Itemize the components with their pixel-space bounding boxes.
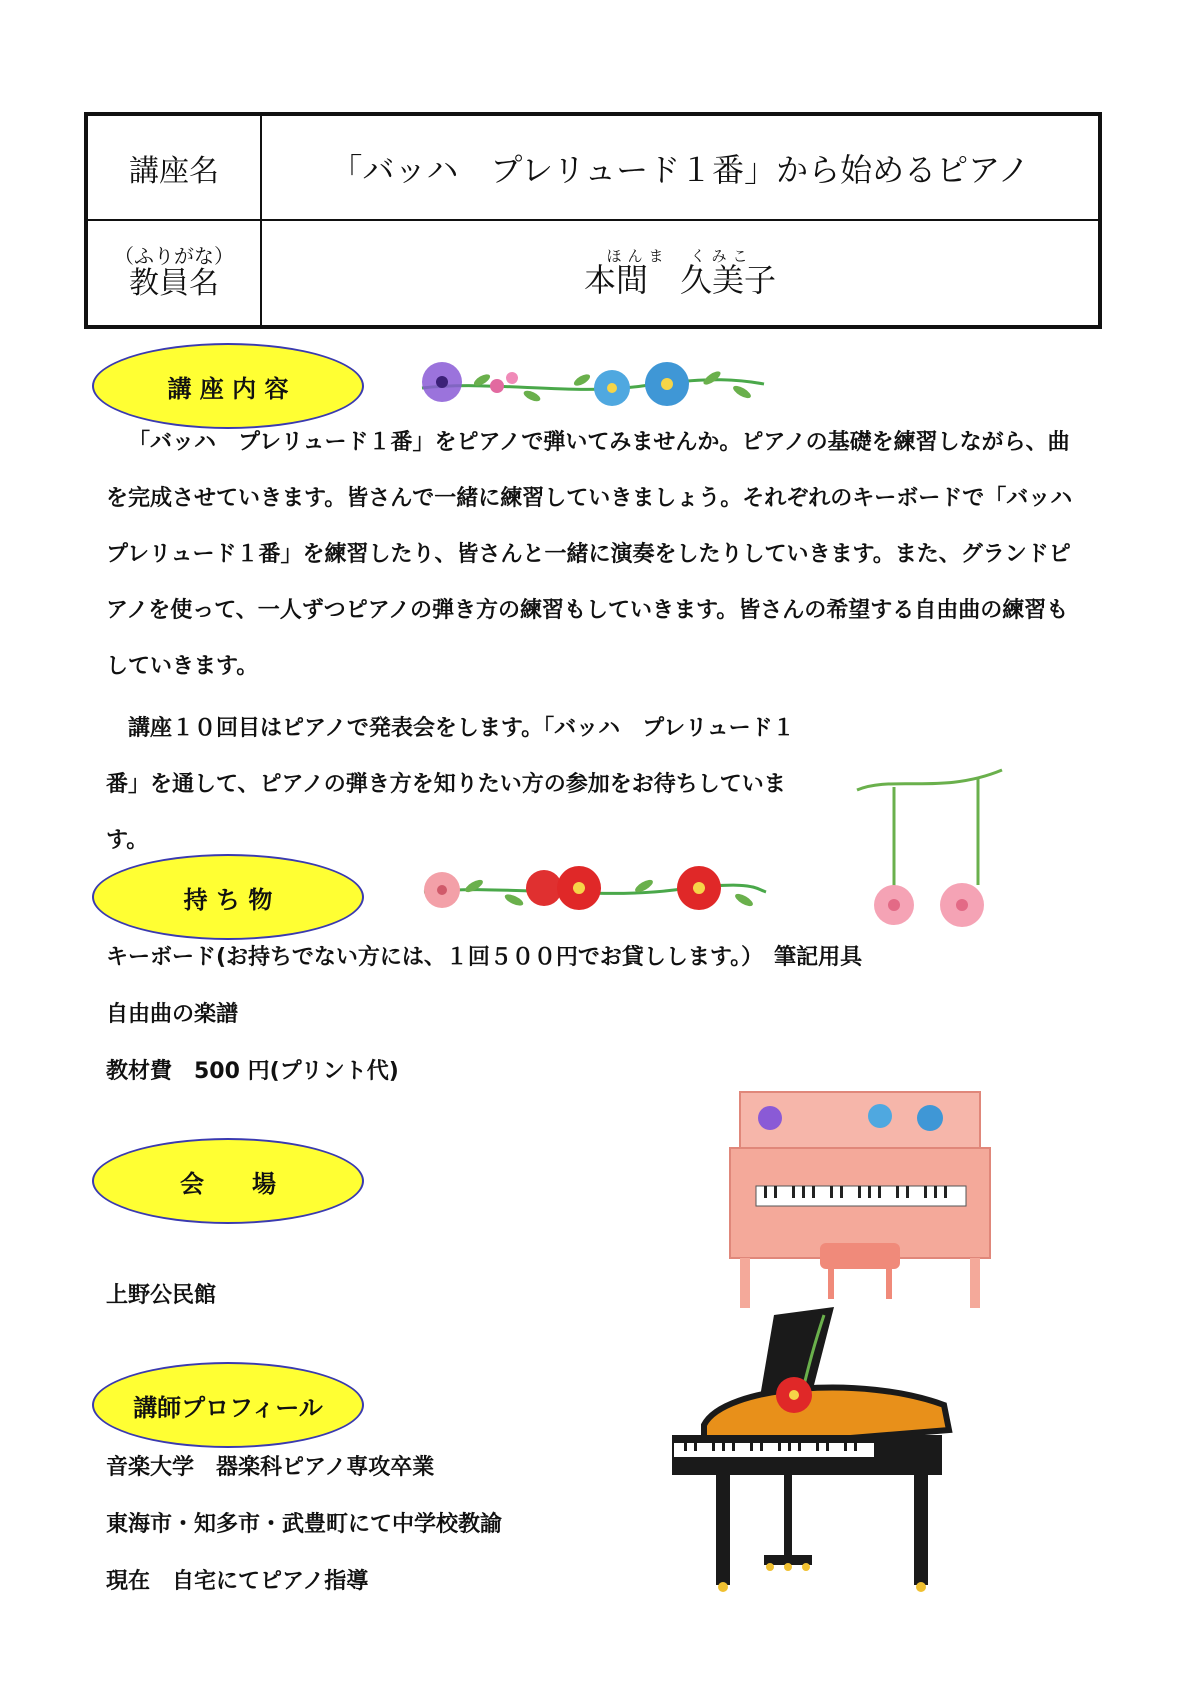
profile-heading: 講師プロフィール [92, 1362, 364, 1448]
course-title: 「バッハ プレリュード１番」から始めるピアノ [261, 114, 1100, 220]
furigana-label: （ふりがな） [114, 244, 234, 268]
course-info-table [84, 112, 1102, 329]
red-flower-garland-icon [414, 858, 774, 922]
belongings-heading: 持 ち 物 [92, 854, 364, 940]
grand-piano-icon [664, 1305, 964, 1595]
profile-item-2: 東海市・知多市・武豊町にて中学校教諭 [106, 1512, 503, 1537]
content-paragraph-2: 講座１０回目はピアノで発表会をします。「バッハ プレリュード１番」を通して、ピアノの弾き方を知りたい方の参加をお待ちしています。 [106, 716, 795, 853]
profile-item-1: 音楽大学 器楽科ピアノ専攻卒業 [106, 1455, 435, 1480]
teacher-name: 本間 久美子 [583, 260, 776, 299]
upright-piano-icon [720, 1088, 1000, 1318]
teacher-label: 教員名 [129, 266, 219, 301]
teacher-label-cell [86, 220, 261, 327]
content-heading: 講 座 内 容 [92, 343, 364, 429]
teacher-cell [261, 220, 1100, 327]
flower-garland-icon [412, 350, 772, 420]
belongings-item-2: 自由曲の楽譜 [106, 1002, 239, 1027]
profile-item-3: 現在 自宅にてピアノ指導 [106, 1569, 369, 1594]
hanging-flowers-icon [852, 765, 1012, 945]
belongings-item-3: 教材費 500 円(プリント代) [106, 1059, 399, 1084]
teacher-ruby: ほんま くみこ [606, 246, 754, 265]
course-label: 講座名 [86, 114, 261, 220]
venue-place: 上野公民館 [106, 1283, 217, 1308]
belongings-item-1: キーボード(お持ちでない方には、１回５００円でお貸しします。） 筆記用具 [106, 945, 863, 970]
venue-heading: 会 場 [92, 1138, 364, 1224]
content-paragraph-1: 「バッハ プレリュード１番」をピアノで弾いてみませんか。ピアノの基礎を練習しながら、曲を完成させていきます。皆さんで一緒に練習していきましょう。それぞれのキーボードで「バッハ プレリュード１番」を練習したり、皆さんと一緒に演奏をしたりしていきます。また、グランドピアノを使って、一人ずつピアノの弾き方の練習もしていきます。皆さんの希望する自由曲の練習もしていきます。 [106, 430, 1095, 679]
